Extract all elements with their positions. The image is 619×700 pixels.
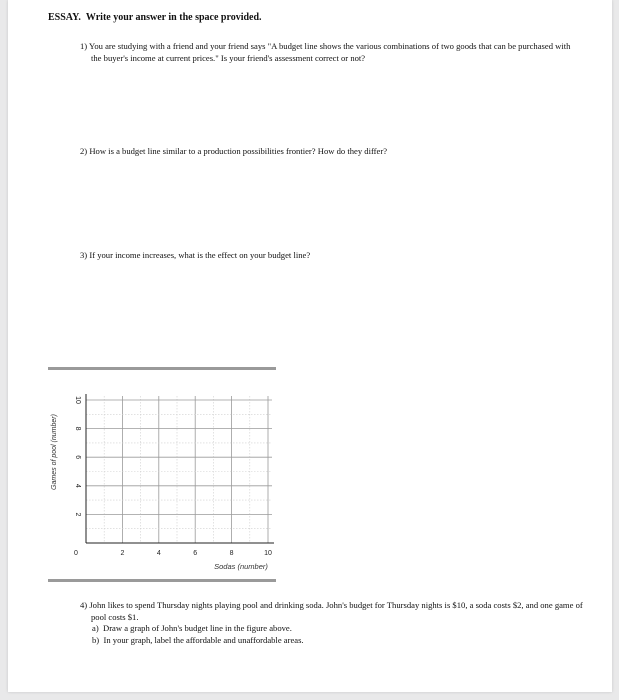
question-1 [80,41,581,64]
worksheet-page [8,0,612,692]
subpart-label: b) [92,634,100,645]
x-axis-label: Sodas (number) [214,562,268,571]
question-text: You are studying with a friend and your friend says "A budget line shows the various combinations of two goods that can be purchased with the buyer's income at current prices." Is your friend's assessment correct or not? [89,41,571,63]
x-tick-label: 4 [156,550,161,557]
subpart-text: Draw a graph of John's budget line in the figure above. [102,623,292,633]
essay-header [48,12,262,23]
question-number: 2) [80,146,88,156]
question-text: John likes to spend Thursday nights playing pool and drinking soda. John's budget for Thursday nights is $10, a soda costs $2, and one game of pool costs $1. [89,600,583,622]
subpart-a [92,623,591,635]
y-tick-label: 8 [74,426,81,431]
origin-label: 0 [74,550,78,557]
question-number: 4) [80,600,88,610]
subpart-label: a) [92,623,99,633]
y-tick-label: 10 [74,396,81,404]
question-text: How is a budget line similar to a production possibilities frontier? How do they differ? [89,146,388,156]
subpart-b [92,634,591,647]
question-3 [80,250,570,262]
x-tick-label: 8 [229,550,234,557]
section-instruction: Write your answer in the space provided. [85,12,262,23]
x-tick-label: 6 [193,550,198,557]
subpart-text: In your graph, label the affordable and unaffordable areas. [103,634,304,645]
question-number: 1) [80,41,88,51]
y-tick-label: 4 [74,483,81,488]
question-4 [80,600,591,646]
figure-top-rule [48,367,276,370]
question-2 [80,146,570,158]
section-label: ESSAY. [48,12,81,23]
question-number: 3) [80,250,88,260]
x-tick-label: 10 [264,550,272,557]
x-tick-label: 2 [120,550,125,557]
y-tick-label: 2 [74,512,81,517]
y-tick-label: 6 [74,455,81,460]
y-axis-label: Games of pool (number) [51,414,58,490]
question-text: If your income increases, what is the effect on your budget line? [89,250,311,260]
budget-grid-figure [46,372,286,578]
figure-bottom-rule [48,579,276,582]
